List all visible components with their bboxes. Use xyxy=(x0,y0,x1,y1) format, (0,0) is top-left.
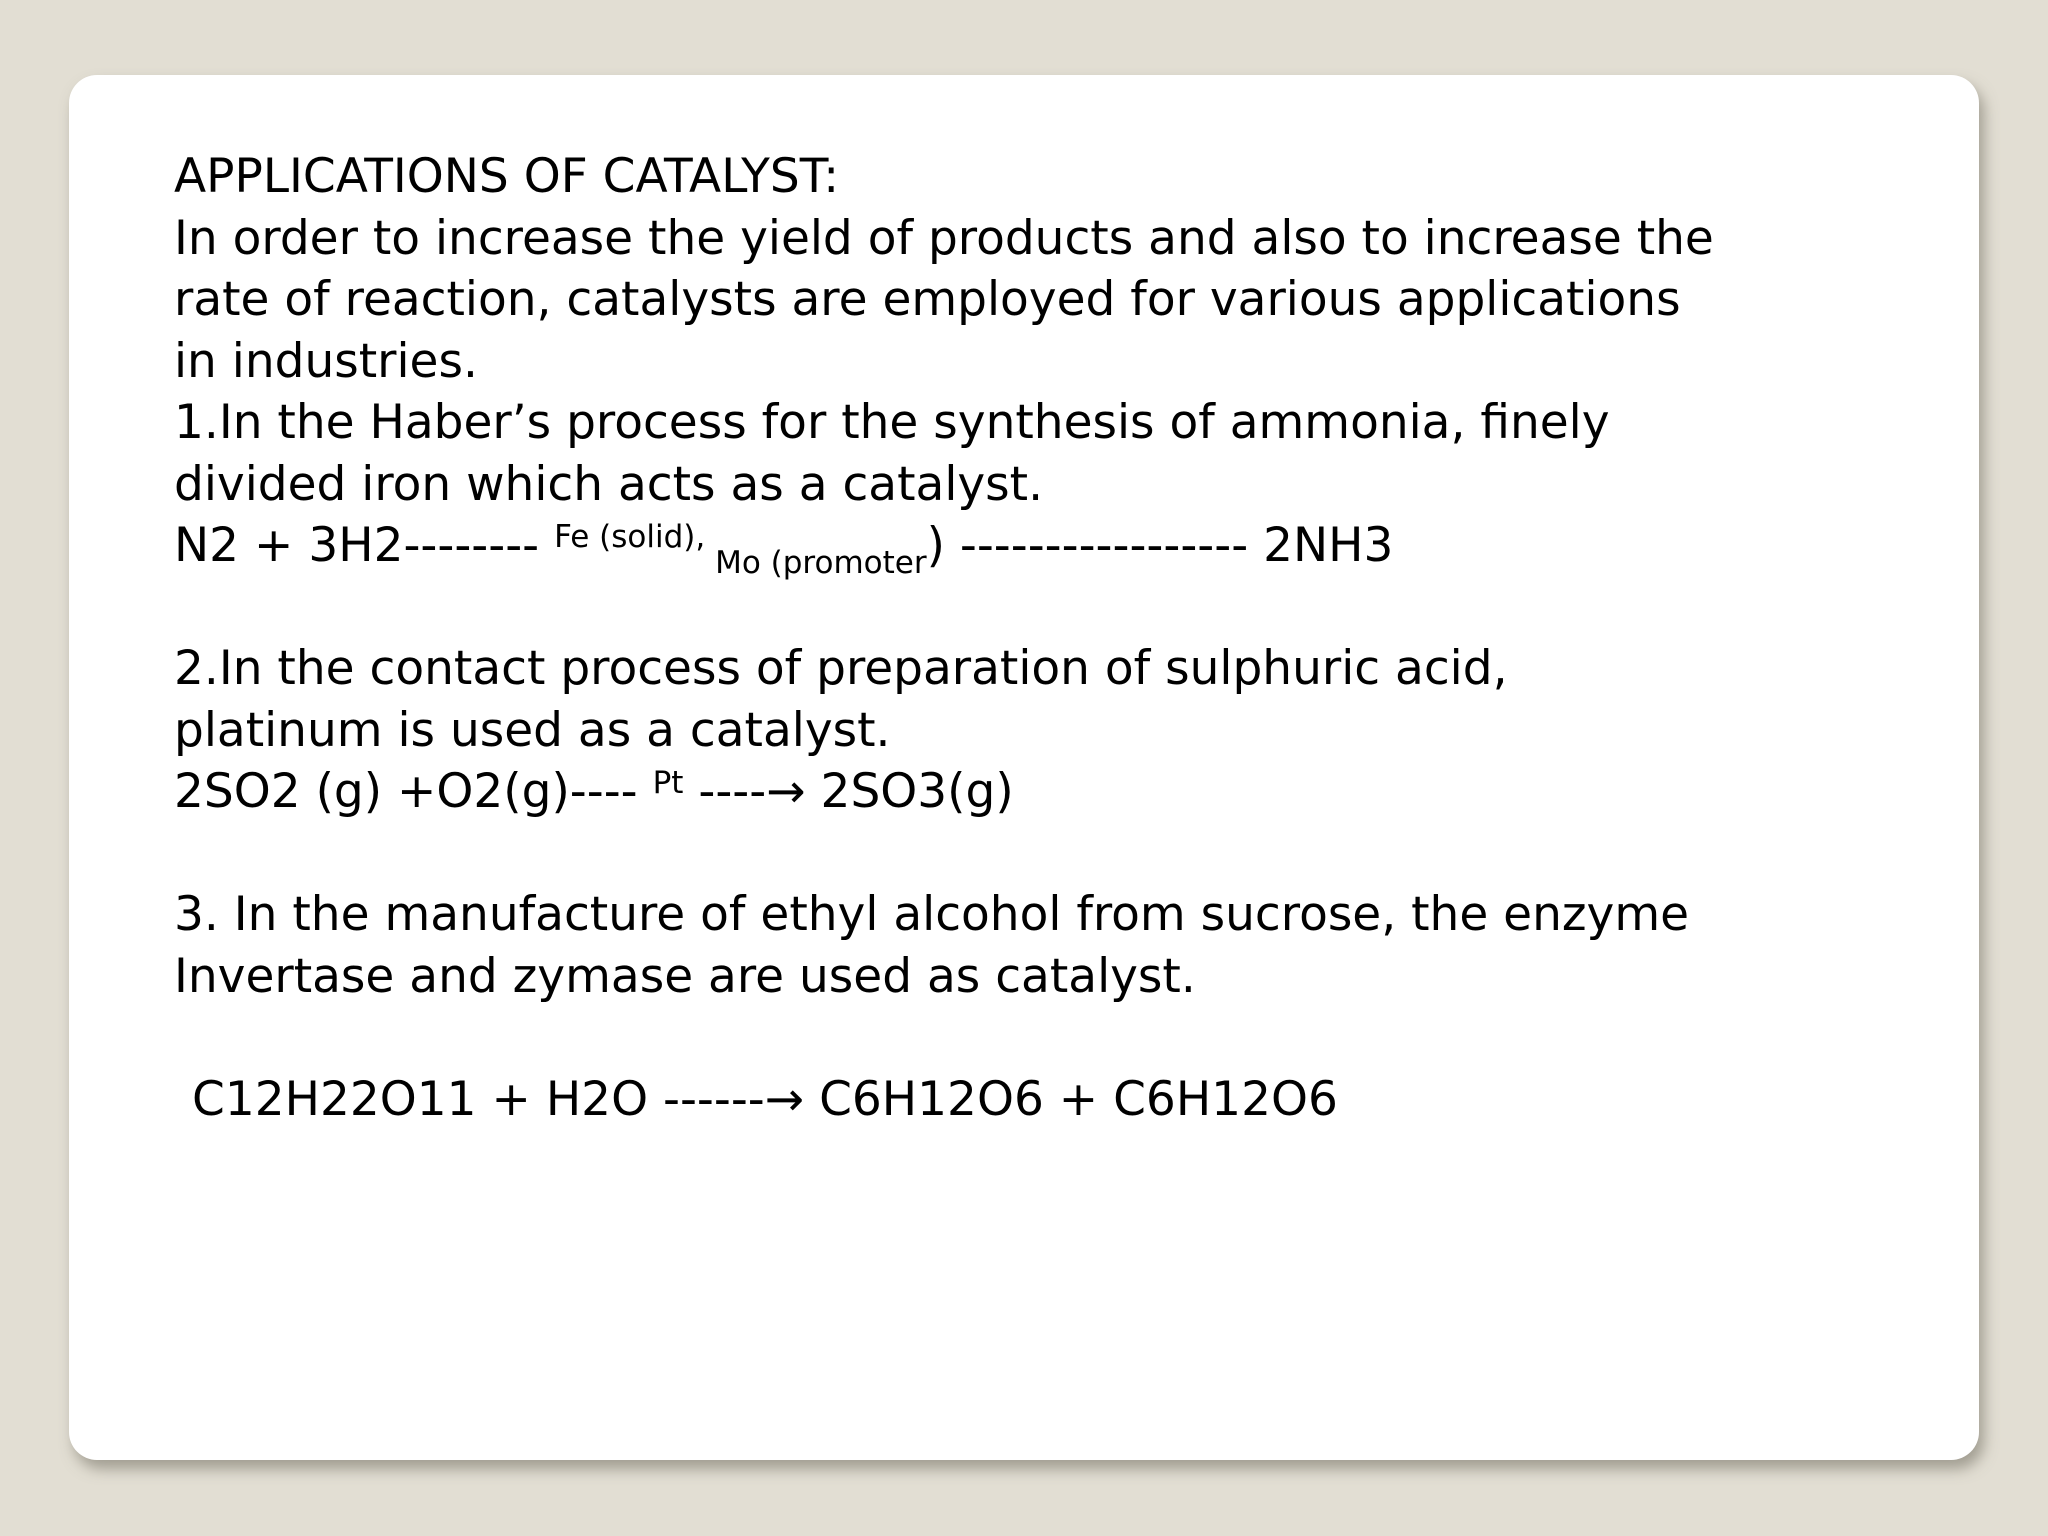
haber-equation-left: N2 + 3H2-------- xyxy=(174,518,555,573)
contact-equation-left: 2SO2 (g) +O2(g)---- xyxy=(174,764,653,819)
item2-line-2: platinum is used as a catalyst. xyxy=(174,702,891,758)
haber-equation-right: ) ----------------- 2NH3 xyxy=(926,518,1394,573)
item1-line-2: divided iron which acts as a catalyst. xyxy=(174,456,1044,512)
intro-line-2: rate of reaction, catalysts are employed for various applications xyxy=(174,272,1681,327)
intro-line-1: In order to increase the yield of products and also to increase the xyxy=(174,210,1714,266)
item1-line-1: 1.In the Haber’s process for the synthesis of ammonia, finely xyxy=(174,395,1610,450)
spacer xyxy=(174,577,1914,639)
contact-equation-right: ----→ 2SO3(g) xyxy=(683,764,1014,819)
spacer xyxy=(174,1007,1914,1069)
slide-content xyxy=(174,146,1914,1130)
item3-line-2: Invertase and zymase are used as catalyst. xyxy=(174,948,1196,1004)
slide-heading: APPLICATIONS OF CATALYST: xyxy=(174,149,840,204)
item3-line-1: 3. In the manufacture of ethyl alcohol from sucrose, the enzyme xyxy=(174,887,1690,942)
contact-catalyst-label: Pt xyxy=(652,765,684,801)
haber-catalyst-label: Fe (solid), xyxy=(554,519,716,555)
fermentation-equation: C12H22O11 + H2O ------→ C6H12O6 + C6H12O6 xyxy=(192,1071,1338,1127)
intro-line-3: in industries. xyxy=(174,333,478,389)
haber-equation xyxy=(174,515,1914,581)
spacer xyxy=(174,823,1914,885)
item2-line-1: 2.In the contact process of preparation of sulphuric acid, xyxy=(174,641,1508,696)
haber-promoter-label: Mo (promoter xyxy=(715,545,927,581)
contact-equation xyxy=(174,761,1914,823)
